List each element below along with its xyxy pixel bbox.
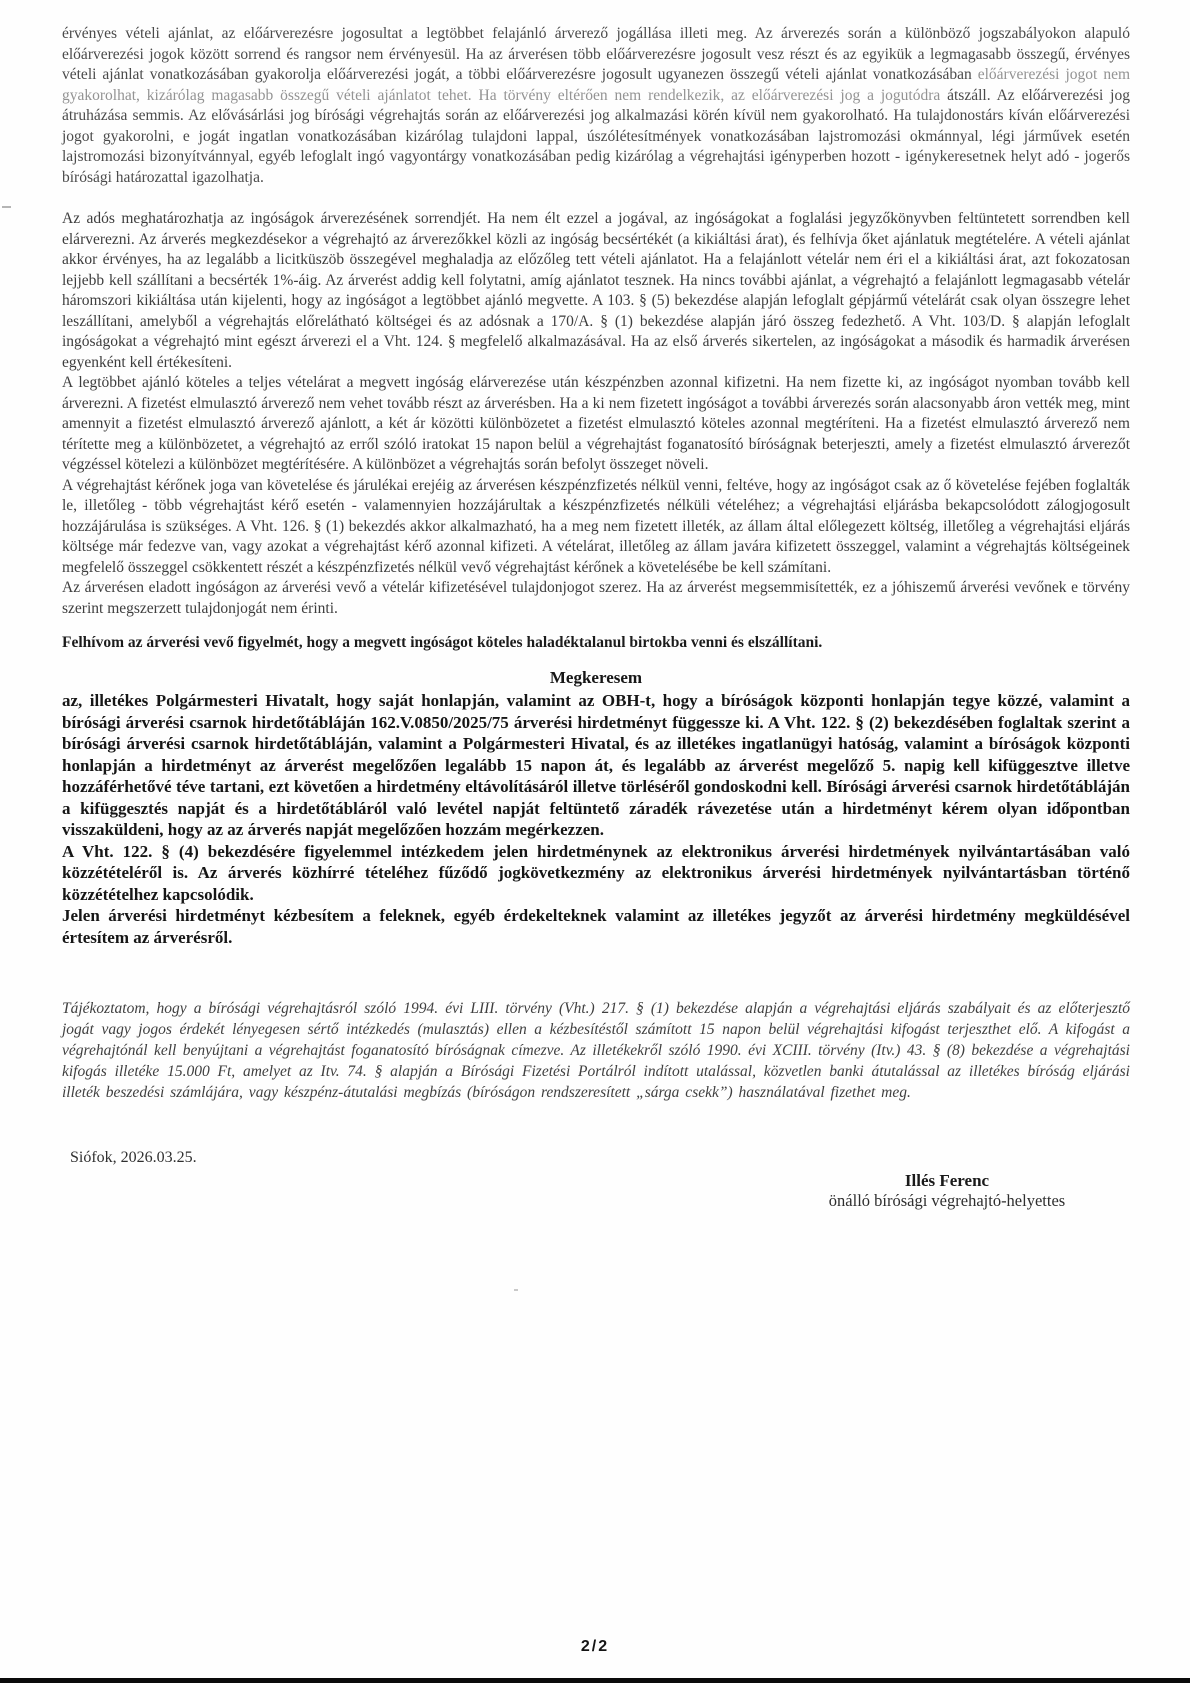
scan-artifact-dot: [514, 1289, 518, 1291]
paragraph-creditor-rights: A végrehajtást kérőnek joga van követelése és járulékai erejéig az árverésen készpénzfizetés nélkül venni, feltéve, hogy az ingóságot csak az ő követelése fejében foglalták le, illetőleg - több végrehajtást kérő esetén - valamennyien hozzájárultak a készpénzfizetés nélküli vételéhez; a végrehajtási eljárásba bekapcsolódott zálogjogosult hozzájárulása is szükséges. A Vht. 126. § (1) bekezdés akkor alkalmazható, ha a meg nem fizetett illeték, az állam által előlegezett költség, illetőleg a végrehajtási eljárás költsége már fedezve van, vagy azokat a végrehajtást kérő azonnal kifizeti. A vételárat, illetőleg az állam javára kifizetett összeggel, valamint a végrehajtás költségeinek megfelelő összeggel csökkentett részét a készpénzfizetés nélkül vevő végrehajtást kérőnek a követelésébe be kell számítani.: [62, 476, 1130, 576]
paragraph-preemption-part1: érvényes vételi ajánlat, az előárverezésre jogosultat a legtöbbet felajánló árverező jogállása illeti meg. Az árverezés során a különböző jogszabályokon alapuló előárverezési jogok között sorrend és rangsor nem érvényesül. Ha az árverésen több előárverezésre jogosult vesz részt és az egyikük a legmagasabb összegű, érvényes vételi ajánlat vonatkozásában gyakorolja előárverezési jogát, a többi előárverezésre jogosult ugyanezen összegű vételi ajánlat vonatkozásában: [62, 25, 1130, 83]
paragraph-ownership-transfer: Az árverésen eladott ingóságon az árverési vevő a vételár kifizetésével tulajdonjogot szerez. Ha az árverést megsemmisítették, ez a jóhiszemű árverési vevőnek e törvény szerint megszerzett tulajdonjogát nem érinti.: [62, 579, 1130, 617]
section-heading-megkeresem: Megkeresem: [549, 668, 643, 687]
page-number: 2/2: [580, 1638, 610, 1655]
signature-block: [762, 1171, 1132, 1211]
paragraph-preemption-part3: átszáll. Az előárverezési jog átruházása semmis. Az elővásárlási jog bírósági végrehajtás során az előárverezési jog alkalmazási körén kívül nem gyakorolható. Ha tulajdonostárs kíván előárverezési jogot gyakorolni, e jogát ingatlan vonatkozásában kizárólag tulajdoni lappal, úszólétesítmények vonatkozásában lajstromozási okmánnyal, légi járművek esetén lajstromozási bizonyítvánnyal, egyéb lefoglalt ingó vagyontárgy vonatkozásában pedig kizárólag a végrehajtási igényperben hozott - igénykeresetnek helyt adó - jogerős bírósági határozattal igazolhatja.: [62, 86, 1130, 186]
request-paragraph-delivery: Jelen árverési hirdetményt kézbesítem a feleknek, egyéb érdekelteknek valamint az illetékes jegyzőt az árverési hirdetmény megküldésével értesítem az árverésről.: [62, 906, 1130, 947]
buyer-notice-bold: Felhívom az árverési vevő figyelmét, hogy a megvett ingóságot köteles haladéktalanul birtokba venni és elszállítani.: [62, 634, 823, 651]
request-paragraph-publication: az, illetékes Polgármesteri Hivatalt, hogy saját honlapján, valamint az OBH-t, hogy a bíróságok központi honlapján tegye közzé, valamint a bírósági árverési csarnok hirdetőtábláján 162.V.0850/2025/75 árverési hirdetményt függessze ki. A Vht. 122. § (2) bekezdésében foglaltak szerint a bírósági árverési csarnok hirdetőtábláján, valamint a Polgármesteri Hivatal, és az illetékes ingatlanügyi hatóság, valamint a bíróságok központi honlapján a hirdetményt az árverést megelőzően legalább 15 napon át, és legalább az árverést megelőző 5. napig kell kifüggesztve illetve hozzáférhetővé téve tartani, ezt követően a hirdetmény eltávolításáról illetve törléséről gondoskodni kell. Bírósági árverési csarnok hirdetőtábláján a kifüggesztés napját és a hirdetőtábláról való levétel napját feltüntető záradék rávezetése után a hirdetményt kérem olyan időpontban visszaküldeni, hogy az az árverés napját megelőzően hozzám megérkezzen.: [62, 691, 1130, 839]
request-paragraph-electronic-registry: A Vht. 122. § (4) bekezdésére figyelemmel intézkedem jelen hirdetménynek az elektronikus árverési hirdetmények nyilvántartásában való közzétételéről is. Az árverés közhírré tételéhez fűződő jogkövetkezmény az elektronikus árverési hirdetmények nyilvántartásban történő közzétételhez kapcsolódik.: [62, 841, 1130, 904]
paragraph-auction-order: Az adós meghatározhatja az ingóságok árverezésének sorrendjét. Ha nem élt ezzel a jogával, az ingóságokat a foglalási jegyzőkönyvben feltüntetett sorrendben kell elárverezni. Az árverés megkezdésekor a végrehajtó az árverezőkkel közli az ingóság becsértékét (a kikiáltási árat), és felhívja őket ajánlatuk megtételére. A vételi ajánlat akkor érvényes, ha az legalább a licitküszöb összegével meghaladja az előzőleg tett vételi ajánlatot. Ha a felajánlott vételár nem éri el a kikiáltási árat, azt fokozatosan lejjebb kell szállítani a becsérték 1%-áig. Az árverést addig kell folytatni, amíg ajánlatot tesznek. Ha nincs további ajánlat, a végrehajtó a felajánlott legmagasabb vételár háromszori kikiáltása után kijelenti, hogy az ingóságot a legtöbbet ajánló megvette. A 103. § (5) bekezdése alapján lefoglalt gépjármű vételárát csak olyan összegre lehet leszállítani, amelyből a végrehajtás előrelátható költségei és az adósnak a 170/A. § (1) bekezdése alapján járó összeg fedezhető. A Vht. 103/D. § alapján lefoglalt ingóságokat a végrehajtó mint egészt árverezi el a Vht. 124. § megfelelő alkalmazásával. Ha az első árverés sikertelen, az ingóságokat a második és harmadik árverésen egyenként kell értékesíteni.: [62, 210, 1130, 371]
signatory-title: önálló bírósági végrehajtó-helyettes: [828, 1191, 1066, 1210]
scan-bottom-edge: [0, 1678, 1190, 1683]
paragraph-preemption-part2-faded: előárverezési jogot nem gyakorolhat, kizárólag magasabb összegű vételi ajánlatot tehet. Ha törvény eltérően nem rendelkezik, az előárverezési jog a jogutódra: [62, 66, 1131, 104]
paragraph-payment-obligation: A legtöbbet ajánló köteles a teljes vételárat a megvett ingóság elárverezése után készpénzben azonnal kifizetni. Ha nem fizette ki, az ingóságot nyomban tovább kell árverezni. A fizetést elmulasztó árverező nem vehet tovább részt az árverésben. Ha a ki nem fizetett ingóságot a további árverezés során alacsonyabb áron vették meg, mint amennyit a fizetést elmulasztó árverező ajánlott, a két ár közötti különbözetet a fizetést elmulasztó köteles azonnal megtéríteni. Ha a fizetést elmulasztó árverező nem térítette meg a különbözetet, a végrehajtó az erről szóló iratokat 15 napon belül a végrehajtást foganatosító bíróságnak beterjeszti, amely a fizetést elmulasztó árverezőt végzéssel kötelezi a különbözet megtérítésére. A különbözet a végrehajtás során befolyt összeget növeli.: [62, 374, 1130, 473]
legal-information-italic: Tájékoztatom, hogy a bírósági végrehajtásról szóló 1994. évi LIII. törvény (Vht.) 217. § (1) bekezdése alapján a végrehajtási eljárás szabályait és az előterjesztő jogát vagy jogos érdekét lényegesen sértő intézkedés (mulasztás) ellen a kézbesítéstől számított 15 napon belül végrehajtási kifogást terjeszthet elő. A kifogást a végrehajtónál kell benyújtani a végrehajtást foganatosító bíróságnak címezve. Az illetékekről szóló 1990. évi XCIII. törvény (Itv.) 43. § (8) bekezdése a végrehajtási kifogás illetéke 15.000 Ft, amelyet az Itv. 74. § alapján a Bírósági Fizetési Portálról indított utalással, közvetlen banki átutalással az illetékes bíróság eljárási illeték beszedési számlájára, vagy készpénz-átutalási megbízás (bíróságon rendszeresített „sárga csekk”) használatával fizethet meg.: [62, 1000, 1130, 1101]
date-place-line: Siófok, 2026.03.25.: [70, 1149, 197, 1166]
scan-artifact-dash: [2, 206, 11, 208]
signatory-name: Illés Ferenc: [904, 1171, 990, 1190]
paragraph-preemption-rights: [62, 24, 1130, 188]
